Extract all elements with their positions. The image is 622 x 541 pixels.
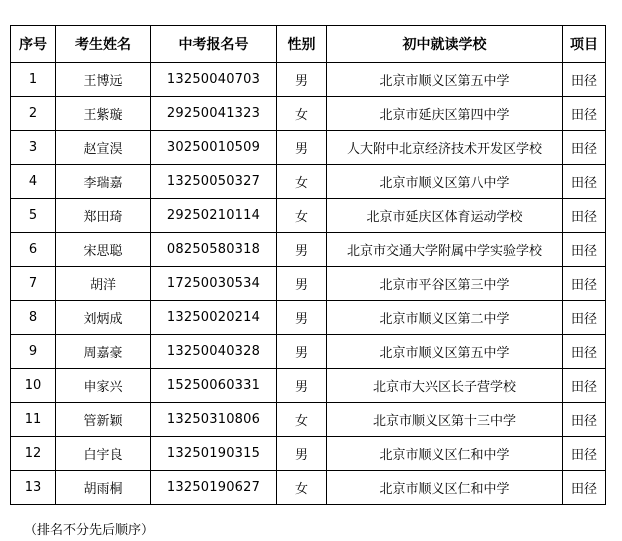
cell-name: 王紫璇 xyxy=(56,97,151,131)
cell-gender: 男 xyxy=(277,131,327,165)
cell-registration-id: 29250210114 xyxy=(151,199,277,233)
cell-seq: 3 xyxy=(11,131,56,165)
cell-project: 田径 xyxy=(563,97,606,131)
cell-registration-id: 13250310806 xyxy=(151,403,277,437)
cell-name: 管新颖 xyxy=(56,403,151,437)
header-project: 项目 xyxy=(563,26,606,63)
cell-project: 田径 xyxy=(563,471,606,505)
header-registration-id: 中考报名号 xyxy=(151,26,277,63)
cell-project: 田径 xyxy=(563,199,606,233)
cell-name: 白宇良 xyxy=(56,437,151,471)
cell-gender: 女 xyxy=(277,199,327,233)
cell-school: 北京市顺义区第五中学 xyxy=(327,63,563,97)
cell-gender: 男 xyxy=(277,233,327,267)
cell-school: 北京市顺义区第八中学 xyxy=(327,165,563,199)
cell-name: 周嘉豪 xyxy=(56,335,151,369)
cell-school: 北京市延庆区第四中学 xyxy=(327,97,563,131)
cell-name: 胡洋 xyxy=(56,267,151,301)
cell-seq: 13 xyxy=(11,471,56,505)
header-seq: 序号 xyxy=(11,26,56,63)
cell-project: 田径 xyxy=(563,301,606,335)
cell-seq: 4 xyxy=(11,165,56,199)
cell-project: 田径 xyxy=(563,267,606,301)
cell-gender: 男 xyxy=(277,369,327,403)
table-row xyxy=(11,471,606,505)
table-header-row xyxy=(11,26,606,63)
cell-seq: 11 xyxy=(11,403,56,437)
cell-school: 北京市交通大学附属中学实验学校 xyxy=(327,233,563,267)
cell-registration-id: 13250040703 xyxy=(151,63,277,97)
cell-name: 郑田琦 xyxy=(56,199,151,233)
cell-gender: 男 xyxy=(277,335,327,369)
cell-school: 北京市顺义区第十三中学 xyxy=(327,403,563,437)
cell-school: 人大附中北京经济技术开发区学校 xyxy=(327,131,563,165)
cell-name: 申家兴 xyxy=(56,369,151,403)
table-row xyxy=(11,267,606,301)
cell-seq: 9 xyxy=(11,335,56,369)
cell-registration-id: 13250020214 xyxy=(151,301,277,335)
header-name: 考生姓名 xyxy=(56,26,151,63)
table-row xyxy=(11,301,606,335)
cell-registration-id: 29250041323 xyxy=(151,97,277,131)
cell-name: 赵宣淏 xyxy=(56,131,151,165)
cell-gender: 女 xyxy=(277,471,327,505)
table-row xyxy=(11,403,606,437)
cell-project: 田径 xyxy=(563,403,606,437)
cell-seq: 7 xyxy=(11,267,56,301)
header-gender: 性别 xyxy=(277,26,327,63)
cell-school: 北京市平谷区第三中学 xyxy=(327,267,563,301)
footnote: （排名不分先后顺序） xyxy=(24,523,155,538)
cell-registration-id: 17250030534 xyxy=(151,267,277,301)
cell-name: 李瑞嘉 xyxy=(56,165,151,199)
cell-gender: 女 xyxy=(277,97,327,131)
cell-gender: 男 xyxy=(277,267,327,301)
cell-gender: 男 xyxy=(277,301,327,335)
cell-school: 北京市顺义区第五中学 xyxy=(327,335,563,369)
cell-seq: 6 xyxy=(11,233,56,267)
cell-school: 北京市顺义区第二中学 xyxy=(327,301,563,335)
cell-seq: 8 xyxy=(11,301,56,335)
cell-gender: 女 xyxy=(277,403,327,437)
cell-project: 田径 xyxy=(563,437,606,471)
header-school: 初中就读学校 xyxy=(327,26,563,63)
cell-registration-id: 30250010509 xyxy=(151,131,277,165)
cell-project: 田径 xyxy=(563,165,606,199)
cell-project: 田径 xyxy=(563,369,606,403)
cell-seq: 5 xyxy=(11,199,56,233)
table-row xyxy=(11,335,606,369)
cell-gender: 女 xyxy=(277,165,327,199)
table-row xyxy=(11,63,606,97)
cell-school: 北京市顺义区仁和中学 xyxy=(327,437,563,471)
cell-seq: 12 xyxy=(11,437,56,471)
cell-registration-id: 08250580318 xyxy=(151,233,277,267)
cell-registration-id: 13250190315 xyxy=(151,437,277,471)
cell-registration-id: 13250040328 xyxy=(151,335,277,369)
cell-project: 田径 xyxy=(563,63,606,97)
cell-registration-id: 13250050327 xyxy=(151,165,277,199)
cell-registration-id: 15250060331 xyxy=(151,369,277,403)
cell-seq: 10 xyxy=(11,369,56,403)
cell-project: 田径 xyxy=(563,131,606,165)
table-row xyxy=(11,131,606,165)
cell-seq: 2 xyxy=(11,97,56,131)
cell-gender: 男 xyxy=(277,437,327,471)
cell-gender: 男 xyxy=(277,63,327,97)
student-roster-table xyxy=(10,25,606,505)
cell-school: 北京市大兴区长子营学校 xyxy=(327,369,563,403)
cell-school: 北京市顺义区仁和中学 xyxy=(327,471,563,505)
table-row xyxy=(11,437,606,471)
cell-name: 宋思聪 xyxy=(56,233,151,267)
table-row xyxy=(11,199,606,233)
table-row xyxy=(11,369,606,403)
cell-school: 北京市延庆区体育运动学校 xyxy=(327,199,563,233)
cell-name: 刘炳成 xyxy=(56,301,151,335)
cell-registration-id: 13250190627 xyxy=(151,471,277,505)
cell-project: 田径 xyxy=(563,233,606,267)
cell-project: 田径 xyxy=(563,335,606,369)
cell-name: 王博远 xyxy=(56,63,151,97)
table-row xyxy=(11,165,606,199)
cell-seq: 1 xyxy=(11,63,56,97)
cell-name: 胡雨桐 xyxy=(56,471,151,505)
table-row xyxy=(11,233,606,267)
table-row xyxy=(11,97,606,131)
